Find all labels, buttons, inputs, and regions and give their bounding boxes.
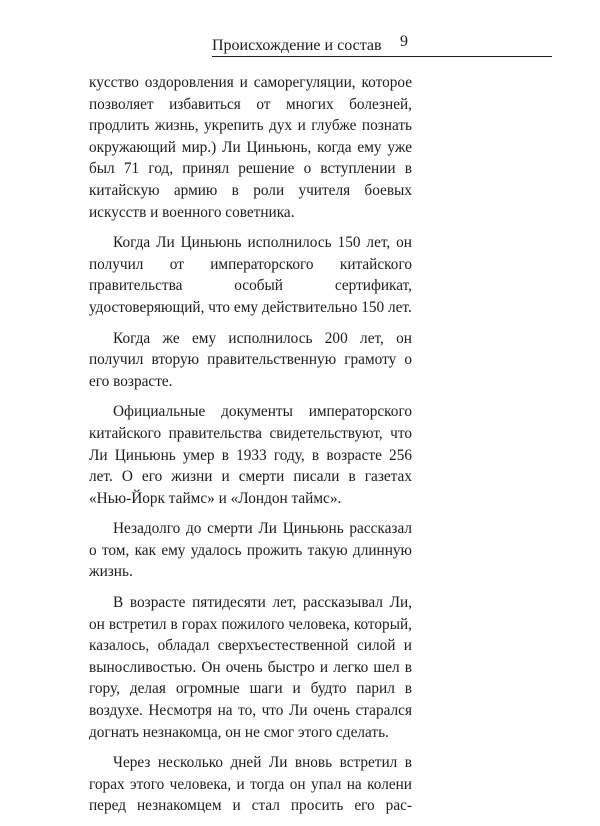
running-head <box>212 33 552 57</box>
body-text <box>89 72 412 826</box>
paragraph: Через несколько дней Ли вновь встретил в горах этого человека, и тогда он упал на колени перед незнакомцем и стал просить его рас- <box>89 754 412 815</box>
paragraph: В возрасте пятидесяти лет, рассказывал Ли, он встретил в горах пожилого человека, который, казалось, обладал сверхъестественной силой и выносливостью. Он очень быстро и легко шел в гору, делая огромные шаги и будто парил в воздухе. Несмотря на то, что Ли очень старался догнать незнакомца, он не смог этого сделать. <box>89 594 412 741</box>
page-number: 9 <box>400 33 408 50</box>
paragraph: Официальные документы императорского китайского правительства свидетельствуют, что Ли Циньюнь умер в 1933 году, в возрасте 256 лет. О его жизни и смерти писали в газетах «Нью-Йорк таймс» и «Лондон таймс». <box>89 403 412 507</box>
running-head-title: Происхождение и состав <box>212 37 382 54</box>
paragraph: Когда Ли Циньюнь исполнилось 150 лет, он получил от императорского китайского правительства особый сертификат, удостоверяющий, что ему действительно 150 лет. <box>89 234 412 316</box>
paragraph: кусство оздоровления и саморегуляции, которое позволяет избавиться от многих болезней, продлить жизнь, укрепить дух и глубже познать окружающий мир.) Ли Циньюнь, когда ему уже был 71 год, принял решение о вступлении в китайскую армию в роли учителя боевых искусств и военного советника. <box>89 74 412 221</box>
paragraph: Когда же ему исполнилось 200 лет, он получил вторую правительственную грамоту о его возрасте. <box>89 329 412 390</box>
paragraph: Незадолго до смерти Ли Циньюнь рассказал о том, как ему удалось прожить такую длинную жизнь. <box>89 520 412 581</box>
